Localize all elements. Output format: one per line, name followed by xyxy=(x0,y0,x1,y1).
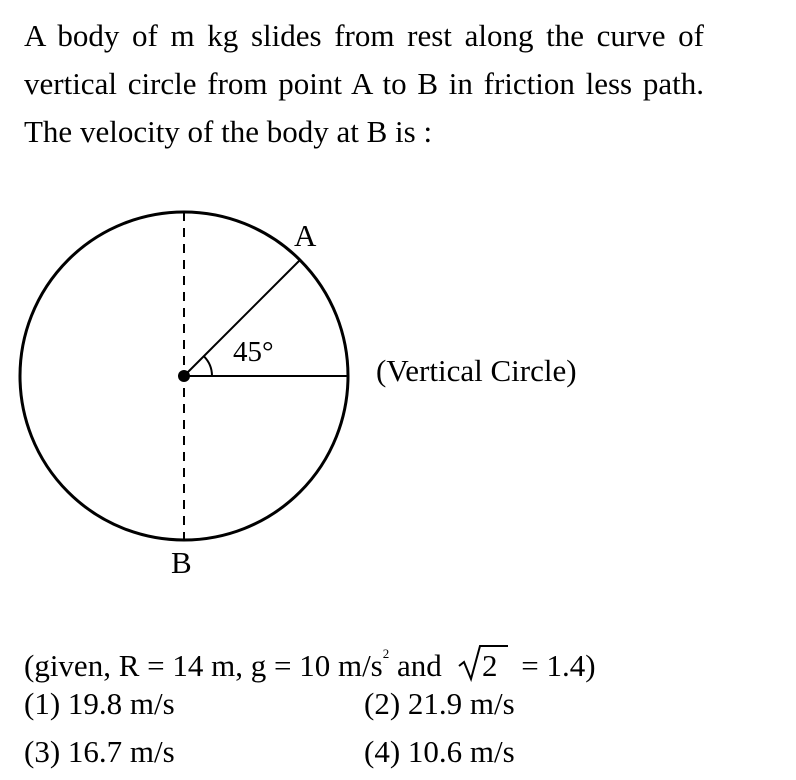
point-b-label: B xyxy=(171,545,192,580)
radicand: 2 xyxy=(481,648,498,682)
option-4[interactable]: (4) 10.6 m/s xyxy=(364,734,515,769)
radical-sign-icon xyxy=(458,644,508,682)
vertical-circle-diagram xyxy=(0,195,796,595)
option-1[interactable]: (1) 19.8 m/s xyxy=(24,686,175,721)
given-connector: and xyxy=(389,648,450,683)
option-3[interactable]: (3) 16.7 m/s xyxy=(24,734,175,769)
given-exponent: 2 xyxy=(382,646,390,661)
figure-caption: (Vertical Circle) xyxy=(376,353,577,388)
angle-label: 45° xyxy=(233,336,274,368)
given-suffix: = 1.4) xyxy=(513,648,596,683)
question-text: A body of m kg slides from rest along the curve of vertical circle from point A to B in friction less path. The velocity of the body at B is : xyxy=(24,18,704,149)
angle-arc xyxy=(204,356,212,376)
point-a-label: A xyxy=(294,218,317,253)
given-prefix: (given, R = 14 m, g = 10 m/s xyxy=(24,648,383,683)
center-point xyxy=(178,370,190,382)
option-2[interactable]: (2) 21.9 m/s xyxy=(364,686,515,721)
